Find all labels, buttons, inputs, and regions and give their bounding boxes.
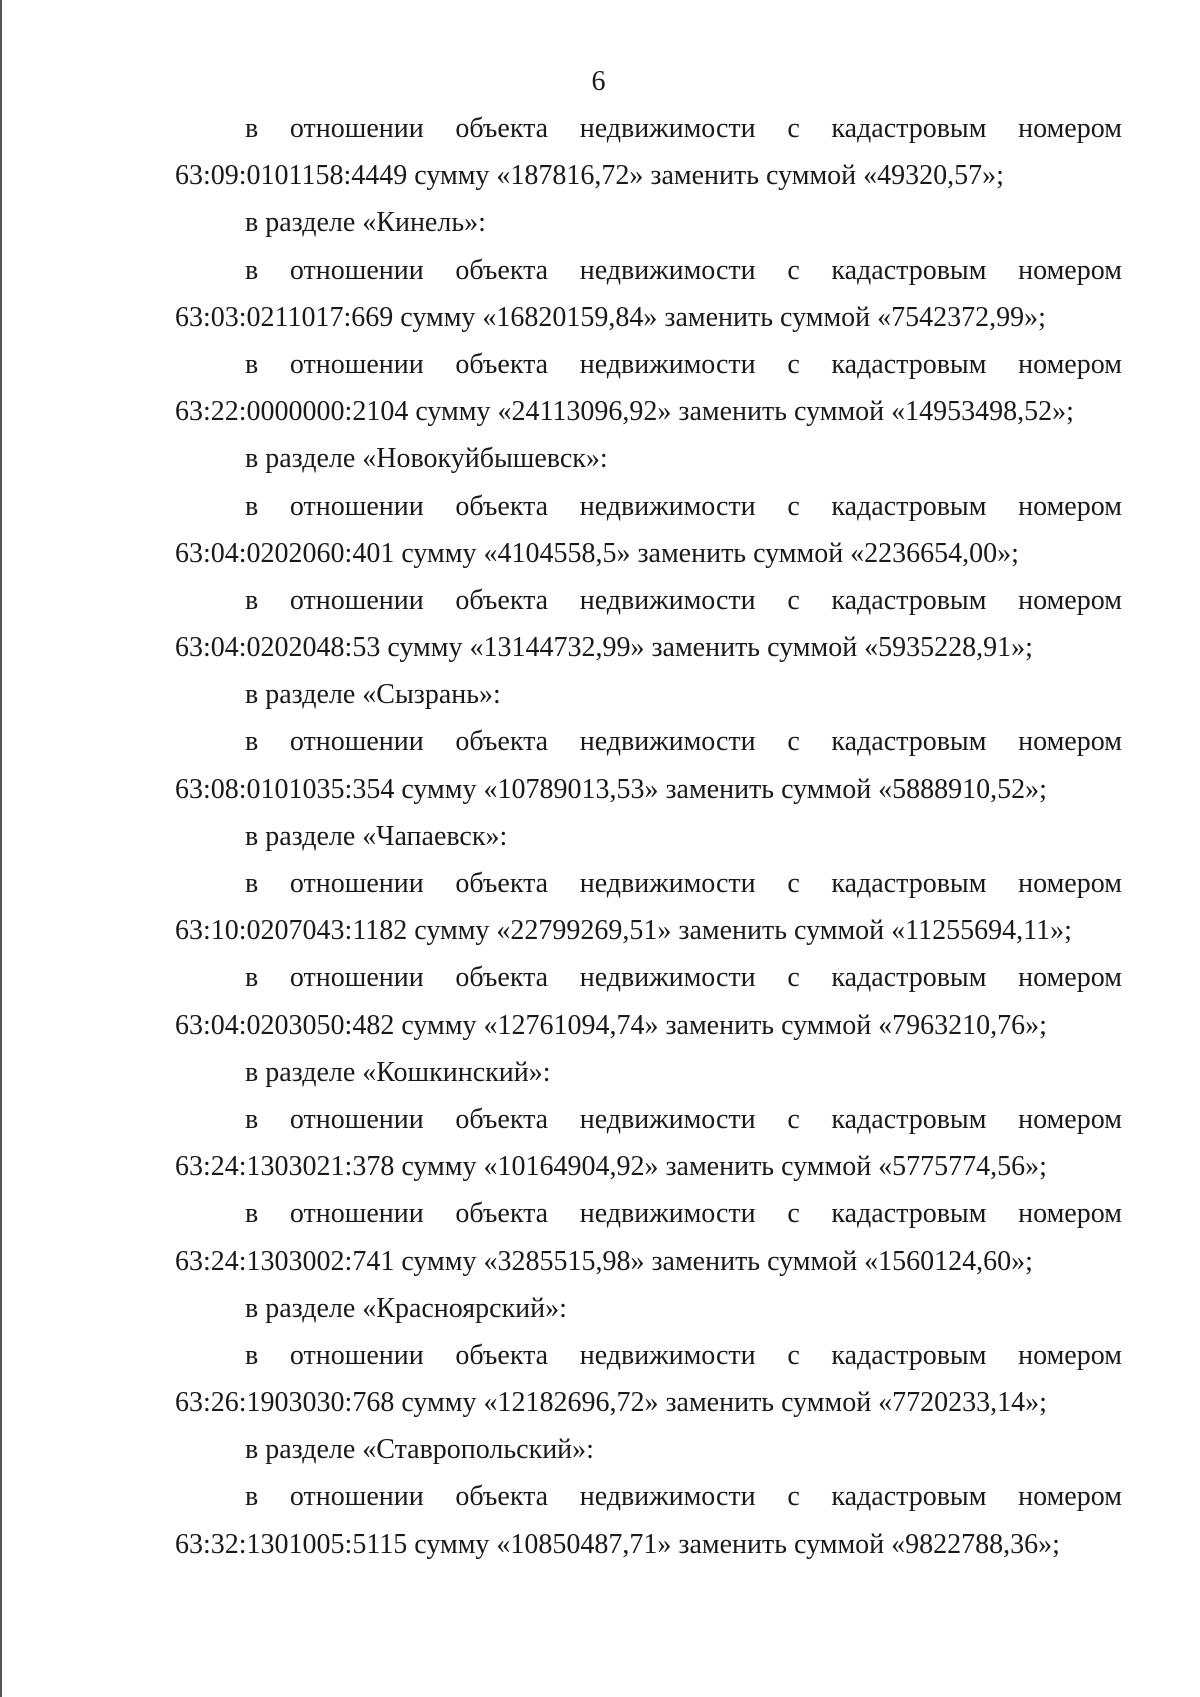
item-lead-word: кадастровым	[831, 584, 987, 616]
section-heading: в разделе «Ставропольский»:	[245, 1434, 594, 1466]
item-lead-line	[175, 483, 1122, 530]
section-heading: в разделе «Новокуйбышевск»:	[245, 443, 608, 475]
item-lead-word: объекта	[455, 254, 549, 286]
item-lead-word: объекта	[455, 113, 549, 144]
item-lead-word: недвижимости	[579, 584, 756, 616]
item-lead-word: кадастровым	[831, 1198, 987, 1230]
item-lead-word: отношении	[289, 1339, 424, 1371]
item-lead-word: номером	[1018, 254, 1122, 286]
item-detail-line: 63:32:1301005:5115 сумму «10850487,71» заменить суммой «9822788,36»;	[175, 1528, 1060, 1560]
item-lead-word: объекта	[455, 726, 549, 758]
item-lead-word: с	[787, 254, 800, 286]
item-lead-word: номером	[1018, 962, 1122, 994]
item-lead-word: отношении	[289, 490, 424, 522]
item-lead-line	[175, 1473, 1122, 1520]
item-lead-word: с	[787, 584, 800, 616]
item-lead-word: объекта	[455, 1481, 549, 1513]
item-lead-word: отношении	[289, 113, 424, 144]
item-lead-word: номером	[1018, 584, 1122, 616]
item-lead-word: с	[787, 1103, 800, 1135]
item-lead-line	[175, 247, 1122, 294]
item-lead-word: кадастровым	[831, 1339, 987, 1371]
item-lead-word: номером	[1018, 868, 1122, 899]
item-lead-word: номером	[1018, 726, 1122, 758]
item-lead-word: недвижимости	[579, 113, 756, 144]
item-lead-word: с	[787, 868, 800, 899]
item-lead-word: в	[245, 348, 259, 380]
item-lead-word: в	[245, 1198, 259, 1230]
item-lead-word: в	[245, 1103, 259, 1135]
item-lead-word: в	[245, 254, 259, 286]
item-lead-word: номером	[1018, 1339, 1122, 1371]
scan-left-edge	[0, 0, 2, 1697]
item-lead-word: в	[245, 868, 259, 899]
item-lead-word: в	[245, 490, 259, 522]
item-lead-line	[175, 860, 1122, 907]
item-lead-word: с	[787, 1198, 800, 1230]
item-lead-word: номером	[1018, 348, 1122, 380]
item-lead-word: недвижимости	[579, 254, 756, 286]
document-body	[175, 105, 1122, 1568]
item-lead-word: недвижимости	[579, 868, 756, 899]
item-lead-word: номером	[1018, 113, 1122, 144]
item-lead-word: кадастровым	[831, 962, 987, 994]
item-detail-line: 63:22:0000000:2104 сумму «24113096,92» заменить суммой «14953498,52»;	[175, 396, 1074, 428]
item-lead-word: недвижимости	[579, 1339, 756, 1371]
item-lead-word: с	[787, 962, 800, 994]
item-lead-line	[175, 1190, 1122, 1237]
item-detail-line: 63:04:0203050:482 сумму «12761094,74» заменить суммой «7963210,76»;	[175, 1009, 1047, 1041]
item-lead-word: в	[245, 962, 259, 994]
item-lead-line	[175, 718, 1122, 765]
item-lead-line	[175, 577, 1122, 624]
item-lead-word: кадастровым	[831, 726, 987, 758]
section-heading: в разделе «Сызрань»:	[245, 679, 501, 711]
item-lead-word: отношении	[289, 962, 424, 994]
item-lead-word: недвижимости	[579, 1481, 756, 1513]
item-lead-line	[175, 341, 1122, 388]
item-lead-word: в	[245, 113, 259, 144]
section-heading: в разделе «Красноярский»:	[245, 1292, 567, 1324]
item-detail-line: 63:24:1303002:741 сумму «3285515,98» заменить суммой «1560124,60»;	[175, 1245, 1033, 1277]
item-lead-word: отношении	[289, 1103, 424, 1135]
item-detail-line: 63:03:0211017:669 сумму «16820159,84» заменить суммой «7542372,99»;	[175, 301, 1046, 333]
item-lead-word: кадастровым	[831, 254, 987, 286]
item-lead-word: объекта	[455, 1103, 549, 1135]
item-lead-word: кадастровым	[831, 868, 987, 899]
item-detail-line: 63:09:0101158:4449 сумму «187816,72» заменить суммой «49320,57»;	[175, 160, 1004, 192]
item-lead-word: кадастровым	[831, 348, 987, 380]
item-lead-word: кадастровым	[831, 490, 987, 522]
item-lead-word: номером	[1018, 1198, 1122, 1230]
item-lead-word: недвижимости	[579, 348, 756, 380]
item-lead-word: кадастровым	[831, 113, 987, 144]
item-lead-word: объекта	[455, 1198, 549, 1230]
item-lead-word: объекта	[455, 962, 549, 994]
item-lead-word: номером	[1018, 1481, 1122, 1513]
item-lead-word: кадастровым	[831, 1103, 987, 1135]
item-lead-word: отношении	[289, 584, 424, 616]
item-lead-word: с	[787, 490, 800, 522]
item-lead-word: отношении	[289, 1198, 424, 1230]
item-lead-word: отношении	[289, 254, 424, 286]
item-lead-word: отношении	[289, 1481, 424, 1513]
item-lead-line	[175, 1096, 1122, 1143]
section-heading: в разделе «Чапаевск»:	[245, 820, 508, 852]
item-detail-line: 63:04:0202048:53 сумму «13144732,99» заменить суммой «5935228,91»;	[175, 632, 1033, 664]
item-lead-word: объекта	[455, 490, 549, 522]
item-lead-line	[175, 105, 1122, 152]
item-detail-line: 63:08:0101035:354 сумму «10789013,53» заменить суммой «5888910,52»;	[175, 773, 1047, 805]
item-lead-line	[175, 1332, 1122, 1379]
item-lead-word: кадастровым	[831, 1481, 987, 1513]
item-lead-word: недвижимости	[579, 1198, 756, 1230]
item-lead-word: номером	[1018, 490, 1122, 522]
item-lead-word: объекта	[455, 868, 549, 899]
item-lead-word: объекта	[455, 1339, 549, 1371]
item-lead-word: с	[787, 348, 800, 380]
item-lead-word: отношении	[289, 726, 424, 758]
item-detail-line: 63:04:0202060:401 сумму «4104558,5» заменить суммой «2236654,00»;	[175, 537, 1019, 569]
item-lead-word: с	[787, 113, 800, 144]
item-lead-word: номером	[1018, 1103, 1122, 1135]
item-lead-word: в	[245, 584, 259, 616]
item-lead-word: с	[787, 1339, 800, 1371]
item-lead-word: недвижимости	[579, 962, 756, 994]
item-detail-line: 63:26:1903030:768 сумму «12182696,72» заменить суммой «7720233,14»;	[175, 1387, 1047, 1419]
page-number: 6	[591, 66, 606, 97]
section-heading: в разделе «Кошкинский»:	[245, 1056, 551, 1088]
item-lead-line	[175, 954, 1122, 1001]
item-lead-word: объекта	[455, 584, 549, 616]
item-lead-word: недвижимости	[579, 726, 756, 758]
item-lead-word: недвижимости	[579, 1103, 756, 1135]
item-detail-line: 63:10:0207043:1182 сумму «22799269,51» заменить суммой «11255694,11»;	[175, 915, 1072, 947]
item-lead-word: с	[787, 726, 800, 758]
item-lead-word: недвижимости	[579, 490, 756, 522]
item-lead-word: в	[245, 726, 259, 758]
item-lead-word: отношении	[289, 348, 424, 380]
item-lead-word: отношении	[289, 868, 424, 899]
item-lead-word: в	[245, 1339, 259, 1371]
item-lead-word: объекта	[455, 348, 549, 380]
item-lead-word: в	[245, 1481, 259, 1513]
item-lead-word: с	[787, 1481, 800, 1513]
item-detail-line: 63:24:1303021:378 сумму «10164904,92» заменить суммой «5775774,56»;	[175, 1151, 1047, 1183]
section-heading: в разделе «Кинель»:	[245, 207, 486, 239]
